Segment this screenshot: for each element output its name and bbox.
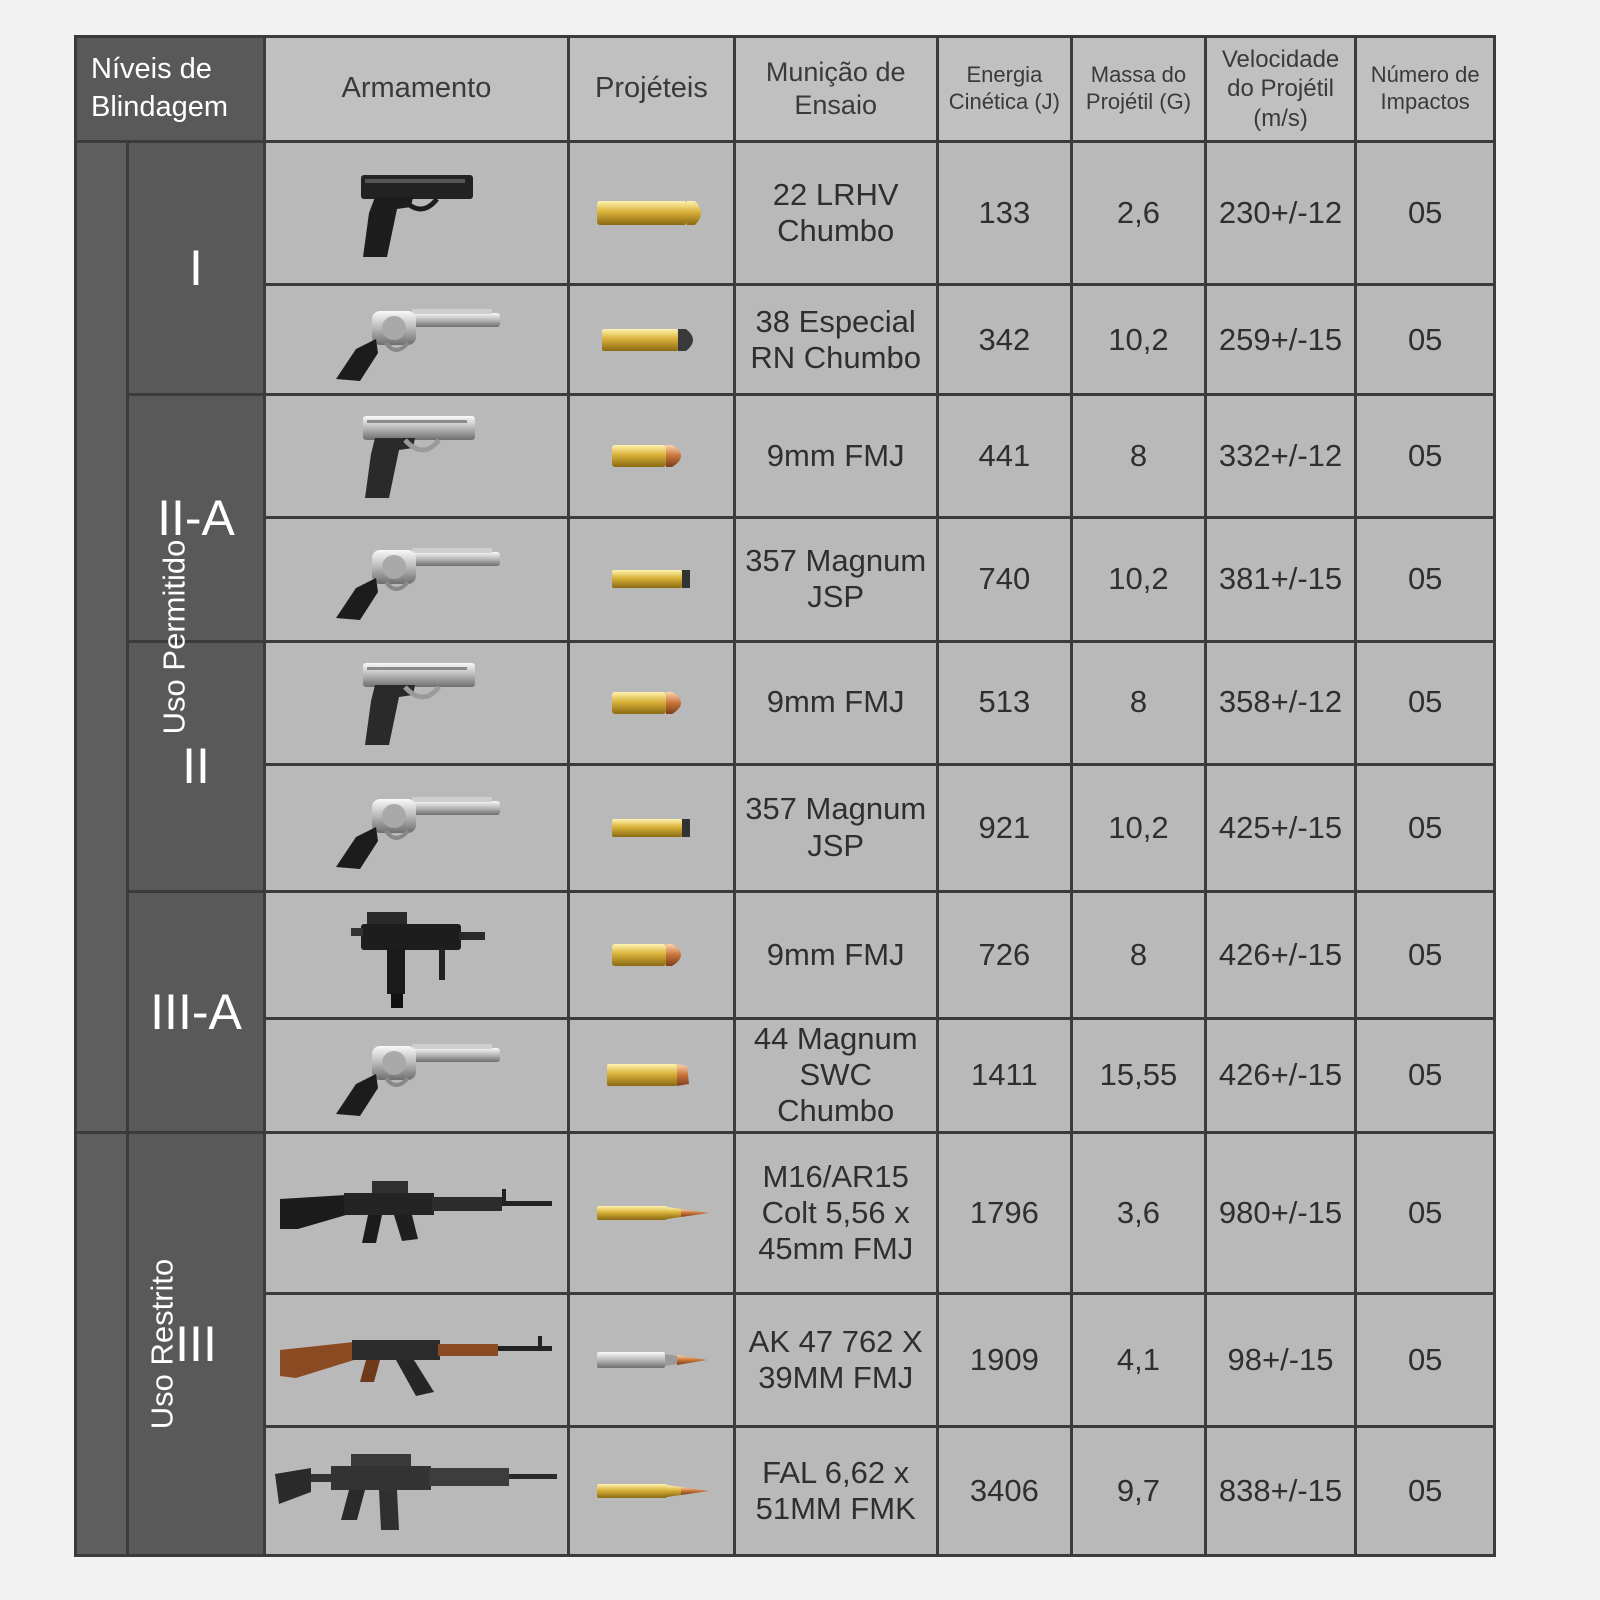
table-row bbox=[76, 142, 1495, 285]
mass-cell: 8 bbox=[1072, 891, 1206, 1018]
velocity-cell: 838+/-15 bbox=[1205, 1426, 1356, 1555]
rifle-icon bbox=[276, 1173, 556, 1253]
bullet-icon bbox=[596, 322, 706, 358]
mass-cell: 8 bbox=[1072, 641, 1206, 764]
velocity-cell: 332+/-12 bbox=[1205, 395, 1356, 518]
pistol-icon bbox=[351, 653, 481, 753]
protection-level-cell: I bbox=[128, 142, 265, 395]
bullet-icon bbox=[606, 685, 696, 721]
impacts-cell: 05 bbox=[1356, 1018, 1495, 1132]
rifle-cartridge-icon bbox=[591, 1345, 711, 1375]
table-row bbox=[76, 1426, 1495, 1555]
energy-cell: 1411 bbox=[937, 1018, 1072, 1132]
revolver-icon bbox=[326, 534, 506, 624]
projectile-cell bbox=[569, 1132, 735, 1294]
protection-level-cell: III-A bbox=[128, 891, 265, 1132]
energy-cell: 133 bbox=[937, 142, 1072, 285]
weapon-cell bbox=[264, 641, 568, 764]
energy-cell: 1796 bbox=[937, 1132, 1072, 1294]
energy-cell: 726 bbox=[937, 891, 1072, 1018]
energy-cell: 3406 bbox=[937, 1426, 1072, 1555]
pistol-icon bbox=[351, 406, 481, 506]
projectile-cell bbox=[569, 764, 735, 891]
table-row bbox=[76, 285, 1495, 395]
energy-cell: 921 bbox=[937, 764, 1072, 891]
mass-cell: 15,55 bbox=[1072, 1018, 1206, 1132]
weapon-cell bbox=[264, 1426, 568, 1555]
header-velocity: Velocidade do Projétil (m/s) bbox=[1205, 37, 1356, 142]
impacts-cell: 05 bbox=[1356, 1132, 1495, 1294]
table-row bbox=[76, 641, 1495, 764]
revolver-icon bbox=[326, 783, 506, 873]
bullet-icon bbox=[601, 1058, 701, 1092]
ammo-cell: 9mm FMJ bbox=[734, 641, 937, 764]
revolver-icon bbox=[326, 295, 506, 385]
rifle-cartridge-icon bbox=[591, 1198, 711, 1228]
ammo-cell: FAL 6,62 x 51MM FMK bbox=[734, 1426, 937, 1555]
velocity-cell: 980+/-15 bbox=[1205, 1132, 1356, 1294]
weapon-cell bbox=[264, 764, 568, 891]
ammo-cell: 44 Magnum SWC Chumbo bbox=[734, 1018, 937, 1132]
table-row bbox=[76, 891, 1495, 1018]
velocity-cell: 358+/-12 bbox=[1205, 641, 1356, 764]
rifle-icon bbox=[271, 1446, 561, 1536]
ammo-cell: 38 Especial RN Chumbo bbox=[734, 285, 937, 395]
rifle-icon bbox=[276, 1320, 556, 1400]
velocity-cell: 426+/-15 bbox=[1205, 1018, 1356, 1132]
table-row bbox=[76, 764, 1495, 891]
ammo-cell: 22 LRHV Chumbo bbox=[734, 142, 937, 285]
velocity-cell: 426+/-15 bbox=[1205, 891, 1356, 1018]
ammo-cell: 9mm FMJ bbox=[734, 891, 937, 1018]
weapon-cell bbox=[264, 285, 568, 395]
ammo-cell: 9mm FMJ bbox=[734, 395, 937, 518]
ballistic-protection-table bbox=[74, 35, 1496, 1557]
projectile-cell bbox=[569, 395, 735, 518]
weapon-cell bbox=[264, 518, 568, 641]
projectile-cell bbox=[569, 518, 735, 641]
energy-cell: 1909 bbox=[937, 1294, 1072, 1426]
energy-cell: 740 bbox=[937, 518, 1072, 641]
velocity-cell: 230+/-12 bbox=[1205, 142, 1356, 285]
impacts-cell: 05 bbox=[1356, 518, 1495, 641]
mass-cell: 2,6 bbox=[1072, 142, 1206, 285]
usage-category-cell bbox=[76, 1132, 180, 1555]
projectile-cell bbox=[569, 1294, 735, 1426]
header-impacts: Número de Impactos bbox=[1356, 37, 1495, 142]
weapon-cell bbox=[264, 891, 568, 1018]
weapon-cell bbox=[264, 1018, 568, 1132]
mass-cell: 10,2 bbox=[1072, 764, 1206, 891]
impacts-cell: 05 bbox=[1356, 1294, 1495, 1426]
bullet-icon bbox=[606, 937, 696, 973]
bullet-icon bbox=[591, 193, 711, 233]
projectile-cell bbox=[569, 1018, 735, 1132]
mass-cell: 4,1 bbox=[1072, 1294, 1206, 1426]
usage-category-label: Uso Permitido bbox=[156, 539, 192, 735]
table-row bbox=[76, 1294, 1495, 1426]
mass-cell: 9,7 bbox=[1072, 1426, 1206, 1555]
weapon-cell bbox=[264, 1132, 568, 1294]
velocity-cell: 381+/-15 bbox=[1205, 518, 1356, 641]
impacts-cell: 05 bbox=[1356, 285, 1495, 395]
energy-cell: 441 bbox=[937, 395, 1072, 518]
projectile-cell bbox=[569, 142, 735, 285]
protection-level-cell: III bbox=[128, 1132, 265, 1555]
header-ammo: Munição de Ensaio bbox=[734, 37, 937, 142]
mass-cell: 10,2 bbox=[1072, 518, 1206, 641]
bullet-icon bbox=[606, 438, 696, 474]
bullet-icon bbox=[606, 564, 696, 594]
velocity-cell: 98+/-15 bbox=[1205, 1294, 1356, 1426]
projectile-cell bbox=[569, 1426, 735, 1555]
header-energy: Energia Cinética (J) bbox=[937, 37, 1072, 142]
usage-category-cell bbox=[76, 142, 192, 1133]
impacts-cell: 05 bbox=[1356, 641, 1495, 764]
usage-category-label: Uso Restrito bbox=[144, 1258, 180, 1430]
weapon-cell bbox=[264, 395, 568, 518]
impacts-cell: 05 bbox=[1356, 764, 1495, 891]
ammo-cell: 357 Magnum JSP bbox=[734, 764, 937, 891]
impacts-cell: 05 bbox=[1356, 142, 1495, 285]
submachine-gun-icon bbox=[341, 900, 491, 1010]
velocity-cell: 259+/-15 bbox=[1205, 285, 1356, 395]
projectile-cell bbox=[569, 641, 735, 764]
mass-cell: 10,2 bbox=[1072, 285, 1206, 395]
table-row bbox=[76, 518, 1495, 641]
table-row bbox=[76, 395, 1495, 518]
weapon-cell bbox=[264, 1294, 568, 1426]
header-levels: Níveis de Blindagem bbox=[76, 37, 265, 142]
energy-cell: 513 bbox=[937, 641, 1072, 764]
protection-level-cell: II-A bbox=[128, 395, 265, 641]
ammo-cell: 357 Magnum JSP bbox=[734, 518, 937, 641]
header-mass: Massa do Projétil (G) bbox=[1072, 37, 1206, 142]
revolver-icon bbox=[326, 1030, 506, 1120]
header-projectiles: Projéteis bbox=[569, 37, 735, 142]
impacts-cell: 05 bbox=[1356, 1426, 1495, 1555]
pistol-icon bbox=[351, 163, 481, 263]
projectile-cell bbox=[569, 891, 735, 1018]
protection-level-cell: II bbox=[128, 641, 265, 891]
header-weapon: Armamento bbox=[264, 37, 568, 142]
ammo-cell: AK 47 762 X 39MM FMJ bbox=[734, 1294, 937, 1426]
rifle-cartridge-icon bbox=[591, 1476, 711, 1506]
weapon-cell bbox=[264, 142, 568, 285]
table-row bbox=[76, 1018, 1495, 1132]
table-row bbox=[76, 1132, 1495, 1294]
velocity-cell: 425+/-15 bbox=[1205, 764, 1356, 891]
impacts-cell: 05 bbox=[1356, 395, 1495, 518]
energy-cell: 342 bbox=[937, 285, 1072, 395]
mass-cell: 8 bbox=[1072, 395, 1206, 518]
ammo-cell: M16/AR15 Colt 5,56 x 45mm FMJ bbox=[734, 1132, 937, 1294]
bullet-icon bbox=[606, 813, 696, 843]
impacts-cell: 05 bbox=[1356, 891, 1495, 1018]
projectile-cell bbox=[569, 285, 735, 395]
mass-cell: 3,6 bbox=[1072, 1132, 1206, 1294]
